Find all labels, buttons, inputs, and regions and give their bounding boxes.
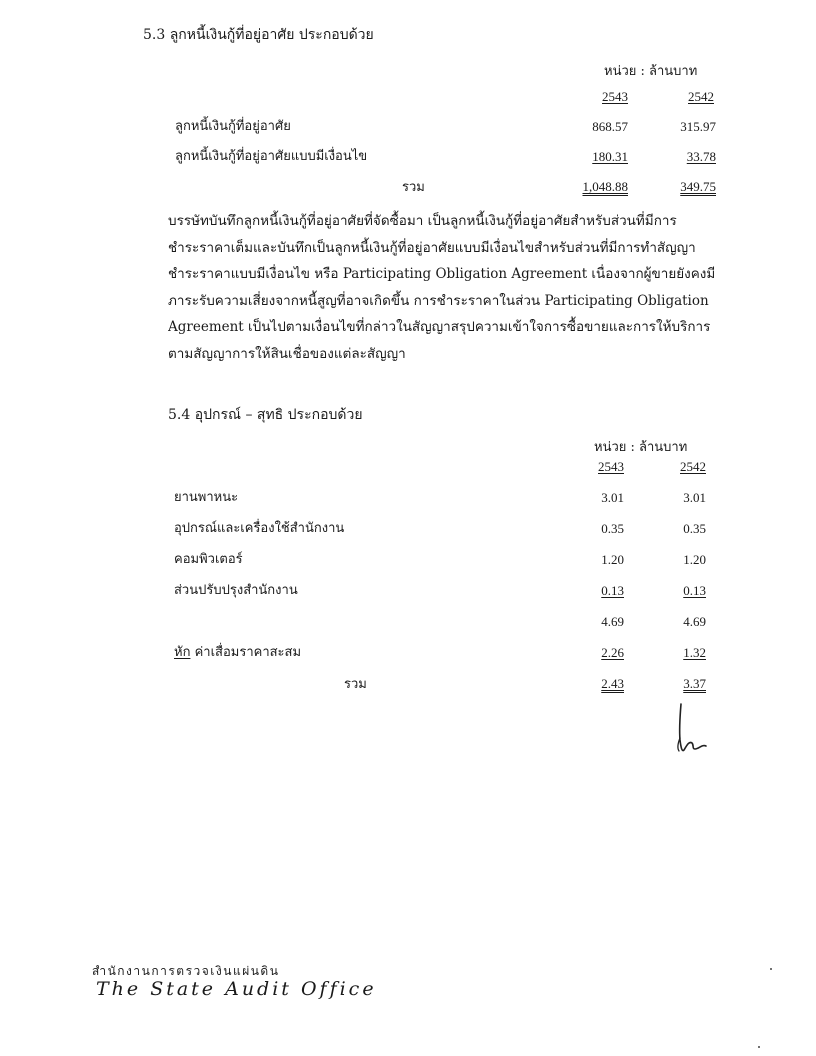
section-5-4-subtotal-2543: 4.69 <box>601 614 624 629</box>
explanatory-paragraph <box>168 208 728 368</box>
section-5-3-row-label: ลูกหนี้เงินกู้ที่อยู่อาศัยแบบมีเงื่อนไข <box>175 149 368 164</box>
section-5-3-heading: 5.3 ลูกหนี้เงินกู้ที่อยู่อาศัย ประกอบด้วย <box>143 27 374 43</box>
footer-english-office-name: The State Audit Office <box>96 978 377 1000</box>
section-5-4-row-value-2543: 3.01 <box>601 490 624 505</box>
section-5-3-row-value-2543: 868.57 <box>592 119 628 134</box>
scan-speck <box>770 968 772 970</box>
paragraph-line: บรรษัทบันทึกลูกหนี้เงินกู้ที่อยู่อาศัยที่จัดซื้อมา เป็นลูกหนี้เงินกู้ที่อยู่อาศัยสำหรับส่วนที่มีการ <box>168 213 677 229</box>
section-5-3-total-2542: 349.75 <box>680 179 716 194</box>
section-5-3-year-2542: 2542 <box>688 89 714 104</box>
section-5-4-less-row <box>174 641 301 662</box>
section-5-4-row-value-2543: 0.13 <box>601 583 624 598</box>
section-5-4-subtotal-2542: 4.69 <box>683 614 706 629</box>
section-5-4-less-2542: 1.32 <box>683 645 706 660</box>
section-5-3-row-value-2543: 180.31 <box>592 149 628 164</box>
section-5-3-total-label: รวม <box>402 180 425 195</box>
paragraph-line: ชำระราคาแบบมีเงื่อนไข หรือ Participating Obligation Agreement เนื่องจากผู้ขายยังคงมี <box>168 266 716 283</box>
section-5-4-row-label: ยานพาหนะ <box>174 490 239 505</box>
section-5-4-unit: หน่วย : ล้านบาท <box>594 440 688 455</box>
section-5-3-row-value-2542: 33.78 <box>686 149 716 164</box>
section-5-3-total-2543: 1,048.88 <box>582 179 628 194</box>
section-5-4-total-label: รวม <box>344 677 367 692</box>
paragraph-line: Agreement เป็นไปตามเงื่อนไขที่กล่าวในสัญญาสรุปความเข้าใจการซื้อขายและการให้บริการ <box>168 319 711 336</box>
section-5-3-row-value-2542: 315.97 <box>680 119 716 134</box>
section-5-4-row-value-2543: 1.20 <box>601 552 624 567</box>
scan-speck <box>758 1046 760 1048</box>
paragraph-line: ตามสัญญาการให้สินเชื่อของแต่ละสัญญา <box>168 345 406 362</box>
section-5-4-year-2542: 2542 <box>680 459 706 474</box>
paragraph-line: ชำระราคาเต็มและบันทึกเป็นลูกหนี้เงินกู้ที่อยู่อาศัยแบบมีเงื่อนไขสำหรับส่วนที่มีการทำสัญญา <box>168 239 696 256</box>
section-5-4-row-value-2542: 0.35 <box>683 521 706 536</box>
section-5-4-total-2542: 3.37 <box>683 676 706 691</box>
section-5-4-row-label: คอมพิวเตอร์ <box>174 552 243 567</box>
section-5-4-row-label: ส่วนปรับปรุงสำนักงาน <box>174 583 298 598</box>
section-5-4-year-2543: 2543 <box>598 459 624 474</box>
section-5-4-row-label: อุปกรณ์และเครื่องใช้สำนักงาน <box>174 521 345 536</box>
less-word: หัก <box>174 645 191 660</box>
paragraph-line: ภาระรับความเสี่ยงจากหนี้สูญที่อาจเกิดขึ้น การชำระราคาในส่วน Participating Obligation <box>168 292 709 309</box>
section-5-4-row-value-2542: 1.20 <box>683 552 706 567</box>
section-5-3-row-label: ลูกหนี้เงินกู้ที่อยู่อาศัย <box>175 119 291 134</box>
footer-thai-office-name: สำนักงานการตรวจเงินแผ่นดิน <box>92 964 280 978</box>
section-5-3-unit: หน่วย : ล้านบาท <box>604 64 698 79</box>
section-5-4-heading: 5.4 อุปกรณ์ – สุทธิ ประกอบด้วย <box>168 407 363 423</box>
section-5-4-row-value-2542: 0.13 <box>683 583 706 598</box>
signature-image <box>672 698 712 758</box>
section-5-4-row-value-2543: 0.35 <box>601 521 624 536</box>
less-label: ค่าเสื่อมราคาสะสม <box>194 645 302 660</box>
section-5-3-year-2543: 2543 <box>602 89 628 104</box>
section-5-4-row-value-2542: 3.01 <box>683 490 706 505</box>
section-5-4-less-2543: 2.26 <box>601 645 624 660</box>
section-5-4-total-2543: 2.43 <box>601 676 624 691</box>
